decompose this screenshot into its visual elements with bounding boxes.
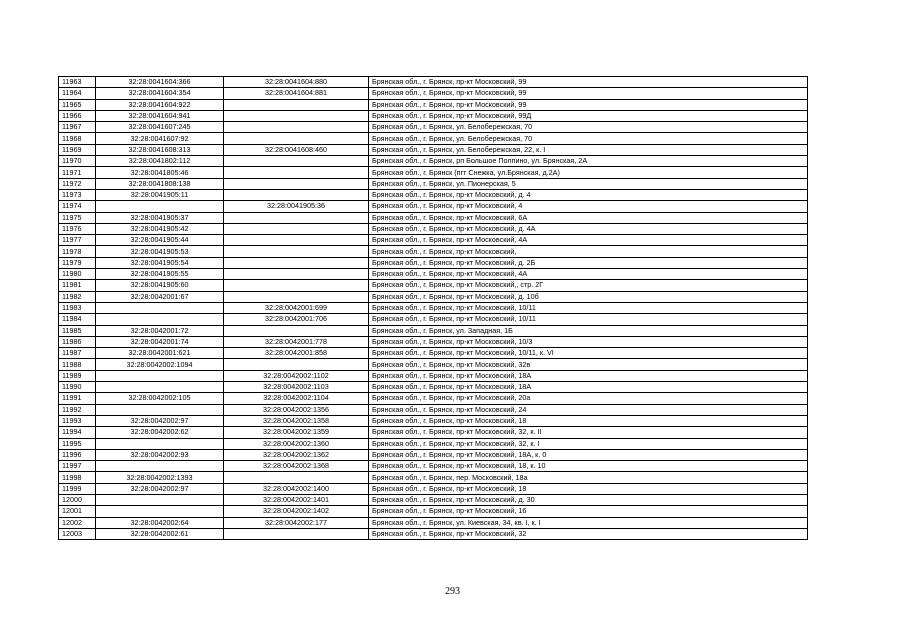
linked-cadastral-number-cell bbox=[224, 110, 369, 121]
cadastral-number-cell: 32:28:0041905:11 bbox=[96, 189, 224, 200]
linked-cadastral-number-cell bbox=[224, 269, 369, 280]
address-cell: Брянская обл., г. Брянск, пр-кт Московский, д. 10б bbox=[369, 291, 808, 302]
cadastral-number-cell: 32:28:0041905:53 bbox=[96, 246, 224, 257]
address-cell: Брянская обл., г. Брянск, пр-кт Московский, 18 bbox=[369, 483, 808, 494]
row-number-cell: 11972 bbox=[59, 178, 96, 189]
row-number-cell: 11974 bbox=[59, 201, 96, 212]
row-number-cell: 11991 bbox=[59, 393, 96, 404]
address-cell: Брянская обл., г. Брянск, пр-кт Московский, 10/11, к. VI bbox=[369, 348, 808, 359]
linked-cadastral-number-cell: 32:28:0041604:880 bbox=[224, 77, 369, 88]
cadastral-number-cell: 32:28:0041608:313 bbox=[96, 144, 224, 155]
linked-cadastral-number-cell: 32:28:0041604:881 bbox=[224, 88, 369, 99]
table-row bbox=[59, 302, 808, 313]
address-cell: Брянская обл., г. Брянск, пр-кт Московский, 99 bbox=[369, 88, 808, 99]
linked-cadastral-number-cell bbox=[224, 246, 369, 257]
row-number-cell: 11983 bbox=[59, 302, 96, 313]
row-number-cell: 11993 bbox=[59, 415, 96, 426]
table-row bbox=[59, 269, 808, 280]
linked-cadastral-number-cell: 32:28:0042002:1104 bbox=[224, 393, 369, 404]
cadastral-number-cell: 32:28:0041905:44 bbox=[96, 235, 224, 246]
cadastral-number-cell: 32:28:0042002:93 bbox=[96, 449, 224, 460]
linked-cadastral-number-cell bbox=[224, 99, 369, 110]
table-row bbox=[59, 336, 808, 347]
table-row bbox=[59, 438, 808, 449]
address-cell: Брянская обл., г. Брянск, рп Большое Полпино, ул. Брянская, 2А bbox=[369, 156, 808, 167]
cadastral-number-cell: 32:28:0042001:621 bbox=[96, 348, 224, 359]
row-number-cell: 11963 bbox=[59, 77, 96, 88]
row-number-cell: 11985 bbox=[59, 325, 96, 336]
address-cell: Брянская обл., г. Брянск, пр-кт Московский, 18, к. 10 bbox=[369, 461, 808, 472]
address-cell: Брянская обл., г. Брянск, ул. Белобережская, 22, к. I bbox=[369, 144, 808, 155]
address-cell: Брянская обл., г. Брянск, пр-кт Московский, д. 4 bbox=[369, 189, 808, 200]
table-row bbox=[59, 235, 808, 246]
cadastral-number-cell: 32:28:0041604:941 bbox=[96, 110, 224, 121]
linked-cadastral-number-cell: 32:28:0041608:460 bbox=[224, 144, 369, 155]
linked-cadastral-number-cell: 32:28:0042002:1368 bbox=[224, 461, 369, 472]
cadastral-number-cell bbox=[96, 201, 224, 212]
cadastral-number-cell: 32:28:0042002:1393 bbox=[96, 472, 224, 483]
linked-cadastral-number-cell: 32:28:0042002:1359 bbox=[224, 427, 369, 438]
cadastral-number-cell bbox=[96, 461, 224, 472]
cadastral-number-cell: 32:28:0042001:67 bbox=[96, 291, 224, 302]
table-row bbox=[59, 223, 808, 234]
table-row bbox=[59, 189, 808, 200]
table-row bbox=[59, 201, 808, 212]
linked-cadastral-number-cell bbox=[224, 156, 369, 167]
address-cell: Брянская обл., г. Брянск, пр-кт Московский, 4 bbox=[369, 201, 808, 212]
address-cell: Брянская обл., г. Брянск, пр-кт Московский, д. 4А bbox=[369, 223, 808, 234]
table-row bbox=[59, 370, 808, 381]
row-number-cell: 11967 bbox=[59, 122, 96, 133]
address-cell: Брянская обл., г. Брянск, ул. Белобережская, 70 bbox=[369, 122, 808, 133]
table-row bbox=[59, 449, 808, 460]
row-number-cell: 11982 bbox=[59, 291, 96, 302]
linked-cadastral-number-cell bbox=[224, 472, 369, 483]
cadastral-number-cell bbox=[96, 438, 224, 449]
linked-cadastral-number-cell: 32:28:0042002:1358 bbox=[224, 415, 369, 426]
linked-cadastral-number-cell: 32:28:0042001:706 bbox=[224, 314, 369, 325]
table-row bbox=[59, 506, 808, 517]
table-row bbox=[59, 393, 808, 404]
linked-cadastral-number-cell bbox=[224, 528, 369, 539]
row-number-cell: 11968 bbox=[59, 133, 96, 144]
table-row bbox=[59, 257, 808, 268]
row-number-cell: 11989 bbox=[59, 370, 96, 381]
linked-cadastral-number-cell: 32:28:0042002:177 bbox=[224, 517, 369, 528]
cadastral-number-cell bbox=[96, 494, 224, 505]
cadastral-number-cell: 32:28:0042001:72 bbox=[96, 325, 224, 336]
cadastral-number-cell: 32:28:0041905:37 bbox=[96, 212, 224, 223]
linked-cadastral-number-cell: 32:28:0042001:778 bbox=[224, 336, 369, 347]
cadastral-number-cell bbox=[96, 314, 224, 325]
cadastral-number-cell: 32:28:0041604:922 bbox=[96, 99, 224, 110]
table-row bbox=[59, 122, 808, 133]
linked-cadastral-number-cell bbox=[224, 235, 369, 246]
cadastral-number-cell bbox=[96, 302, 224, 313]
table-row bbox=[59, 382, 808, 393]
address-cell: Брянская обл., г. Брянск, пр-кт Московский, 16 bbox=[369, 506, 808, 517]
row-number-cell: 11996 bbox=[59, 449, 96, 460]
cadastral-number-cell: 32:28:0041802:112 bbox=[96, 156, 224, 167]
table-row bbox=[59, 483, 808, 494]
address-cell: Брянская обл., г. Брянск, пр-кт Московский, 10/3 bbox=[369, 336, 808, 347]
table-row bbox=[59, 314, 808, 325]
cadastral-number-cell: 32:28:0041905:54 bbox=[96, 257, 224, 268]
row-number-cell: 11986 bbox=[59, 336, 96, 347]
table-row bbox=[59, 156, 808, 167]
cadastral-number-cell: 32:28:0042002:97 bbox=[96, 483, 224, 494]
registry-table bbox=[58, 76, 808, 540]
table-row bbox=[59, 280, 808, 291]
cadastral-number-cell bbox=[96, 404, 224, 415]
table-row bbox=[59, 517, 808, 528]
row-number-cell: 11987 bbox=[59, 348, 96, 359]
cadastral-number-cell: 32:28:0041607:245 bbox=[96, 122, 224, 133]
row-number-cell: 11980 bbox=[59, 269, 96, 280]
row-number-cell: 11978 bbox=[59, 246, 96, 257]
table-row bbox=[59, 528, 808, 539]
cadastral-number-cell: 32:28:0041808:138 bbox=[96, 178, 224, 189]
cadastral-number-cell: 32:28:0042001:74 bbox=[96, 336, 224, 347]
row-number-cell: 11969 bbox=[59, 144, 96, 155]
address-cell: Брянская обл., г. Брянск, пр-кт Московский, 99Д bbox=[369, 110, 808, 121]
row-number-cell: 11999 bbox=[59, 483, 96, 494]
row-number-cell: 11965 bbox=[59, 99, 96, 110]
address-cell: Брянская обл., г. Брянск, пр-кт Московский, 32в bbox=[369, 359, 808, 370]
address-cell: Брянская обл., г. Брянск, пр-кт Московский, 18А bbox=[369, 382, 808, 393]
row-number-cell: 12001 bbox=[59, 506, 96, 517]
cadastral-number-cell: 32:28:0041905:55 bbox=[96, 269, 224, 280]
cadastral-number-cell: 32:28:0041905:42 bbox=[96, 223, 224, 234]
cadastral-number-cell: 32:28:0042002:97 bbox=[96, 415, 224, 426]
row-number-cell: 11981 bbox=[59, 280, 96, 291]
cadastral-number-cell: 32:28:0042002:1094 bbox=[96, 359, 224, 370]
linked-cadastral-number-cell: 32:28:0041905:36 bbox=[224, 201, 369, 212]
address-cell: Брянская обл., г. Брянск, пр-кт Московский, 99 bbox=[369, 99, 808, 110]
cadastral-number-cell: 32:28:0042002:64 bbox=[96, 517, 224, 528]
address-cell: Брянская обл., г. Брянск, ул. Киевская, 34, кв. I, к. I bbox=[369, 517, 808, 528]
linked-cadastral-number-cell: 32:28:0042002:1402 bbox=[224, 506, 369, 517]
cadastral-number-cell: 32:28:0041604:354 bbox=[96, 88, 224, 99]
table-row bbox=[59, 144, 808, 155]
row-number-cell: 11964 bbox=[59, 88, 96, 99]
linked-cadastral-number-cell: 32:28:0042002:1103 bbox=[224, 382, 369, 393]
address-cell: Брянская обл., г. Брянск, пр-кт Московский, 99 bbox=[369, 77, 808, 88]
row-number-cell: 11975 bbox=[59, 212, 96, 223]
table-row bbox=[59, 291, 808, 302]
row-number-cell: 11976 bbox=[59, 223, 96, 234]
address-cell: Брянская обл., г. Брянск, пр-кт Московский, 20а bbox=[369, 393, 808, 404]
cadastral-number-cell: 32:28:0041607:92 bbox=[96, 133, 224, 144]
table-row bbox=[59, 415, 808, 426]
address-cell: Брянская обл., г. Брянск, пр-кт Московский, 24 bbox=[369, 404, 808, 415]
linked-cadastral-number-cell: 32:28:0042002:1360 bbox=[224, 438, 369, 449]
table-row bbox=[59, 99, 808, 110]
linked-cadastral-number-cell bbox=[224, 178, 369, 189]
row-number-cell: 11988 bbox=[59, 359, 96, 370]
row-number-cell: 11971 bbox=[59, 167, 96, 178]
table-row bbox=[59, 359, 808, 370]
linked-cadastral-number-cell bbox=[224, 280, 369, 291]
address-cell: Брянская обл., г. Брянск, пер. Московский, 18а bbox=[369, 472, 808, 483]
table-row bbox=[59, 77, 808, 88]
cadastral-number-cell: 32:28:0042002:62 bbox=[96, 427, 224, 438]
table-row bbox=[59, 178, 808, 189]
linked-cadastral-number-cell: 32:28:0042002:1356 bbox=[224, 404, 369, 415]
linked-cadastral-number-cell: 32:28:0042001:699 bbox=[224, 302, 369, 313]
address-cell: Брянская обл., г. Брянск, пр-кт Московский, 4А bbox=[369, 269, 808, 280]
address-cell: Брянская обл., г. Брянск, пр-кт Московский, 18А, к. 0 bbox=[369, 449, 808, 460]
address-cell: Брянская обл., г. Брянск, ул. Пионерская, 5 bbox=[369, 178, 808, 189]
cadastral-number-cell: 32:28:0041604:366 bbox=[96, 77, 224, 88]
row-number-cell: 11995 bbox=[59, 438, 96, 449]
linked-cadastral-number-cell: 32:28:0042001:858 bbox=[224, 348, 369, 359]
cadastral-number-cell bbox=[96, 382, 224, 393]
table-row bbox=[59, 325, 808, 336]
address-cell: Брянская обл., г. Брянск, пр-кт Московский, 4А bbox=[369, 235, 808, 246]
table-row bbox=[59, 472, 808, 483]
address-cell: Брянская обл., г. Брянск, пр-кт Московский, 32 bbox=[369, 528, 808, 539]
linked-cadastral-number-cell bbox=[224, 291, 369, 302]
row-number-cell: 11997 bbox=[59, 461, 96, 472]
linked-cadastral-number-cell bbox=[224, 359, 369, 370]
row-number-cell: 12003 bbox=[59, 528, 96, 539]
address-cell: Брянская обл., г. Брянск, пр-кт Московский,, стр. 2Г bbox=[369, 280, 808, 291]
linked-cadastral-number-cell bbox=[224, 167, 369, 178]
row-number-cell: 11984 bbox=[59, 314, 96, 325]
cadastral-number-cell bbox=[96, 370, 224, 381]
cadastral-number-cell bbox=[96, 506, 224, 517]
address-cell: Брянская обл., г. Брянск, пр-кт Московский, 10/11 bbox=[369, 302, 808, 313]
registry-table-body bbox=[59, 77, 808, 540]
cadastral-number-cell: 32:28:0041905:60 bbox=[96, 280, 224, 291]
linked-cadastral-number-cell bbox=[224, 122, 369, 133]
cadastral-number-cell: 32:28:0041805:46 bbox=[96, 167, 224, 178]
row-number-cell: 11977 bbox=[59, 235, 96, 246]
address-cell: Брянская обл., г. Брянск, пр-кт Московский, д. 2Б bbox=[369, 257, 808, 268]
linked-cadastral-number-cell bbox=[224, 223, 369, 234]
cadastral-number-cell: 32:28:0042002:105 bbox=[96, 393, 224, 404]
address-cell: Брянская обл., г. Брянск, пр-кт Московский, 18А bbox=[369, 370, 808, 381]
table-row bbox=[59, 427, 808, 438]
address-cell: Брянская обл., г. Брянск, ул. Западная, 1Б bbox=[369, 325, 808, 336]
address-cell: Брянская обл., г. Брянск, пр-кт Московский, bbox=[369, 246, 808, 257]
address-cell: Брянская обл., г. Брянск, пр-кт Московский, 32, к. II bbox=[369, 427, 808, 438]
address-cell: Брянская обл., г. Брянск, ул. Белобережская, 70 bbox=[369, 133, 808, 144]
cadastral-number-cell: 32:28:0042002:61 bbox=[96, 528, 224, 539]
address-cell: Брянская обл., г. Брянск, пр-кт Московский, 18 bbox=[369, 415, 808, 426]
table-row bbox=[59, 404, 808, 415]
row-number-cell: 11992 bbox=[59, 404, 96, 415]
table-row bbox=[59, 348, 808, 359]
linked-cadastral-number-cell: 32:28:0042002:1401 bbox=[224, 494, 369, 505]
table-row bbox=[59, 88, 808, 99]
table-row bbox=[59, 212, 808, 223]
table-row bbox=[59, 461, 808, 472]
table-row bbox=[59, 494, 808, 505]
linked-cadastral-number-cell: 32:28:0042002:1362 bbox=[224, 449, 369, 460]
table-row bbox=[59, 110, 808, 121]
linked-cadastral-number-cell bbox=[224, 189, 369, 200]
linked-cadastral-number-cell: 32:28:0042002:1400 bbox=[224, 483, 369, 494]
address-cell: Брянская обл., г. Брянск, пр-кт Московский, 6А bbox=[369, 212, 808, 223]
row-number-cell: 11973 bbox=[59, 189, 96, 200]
address-cell: Брянская обл., г. Брянск, пр-кт Московский, 32, к. I bbox=[369, 438, 808, 449]
row-number-cell: 12002 bbox=[59, 517, 96, 528]
row-number-cell: 11979 bbox=[59, 257, 96, 268]
table-row bbox=[59, 246, 808, 257]
linked-cadastral-number-cell bbox=[224, 257, 369, 268]
row-number-cell: 11966 bbox=[59, 110, 96, 121]
table-row bbox=[59, 133, 808, 144]
linked-cadastral-number-cell bbox=[224, 133, 369, 144]
row-number-cell: 12000 bbox=[59, 494, 96, 505]
address-cell: Брянская обл., г. Брянск, пр-кт Московский, д. 30 bbox=[369, 494, 808, 505]
address-cell: Брянская обл., г. Брянск (пгт Снежка, ул.Брянская, д.2А) bbox=[369, 167, 808, 178]
linked-cadastral-number-cell bbox=[224, 212, 369, 223]
page-number: 293 bbox=[445, 586, 460, 597]
linked-cadastral-number-cell: 32:28:0042002:1102 bbox=[224, 370, 369, 381]
table-row bbox=[59, 167, 808, 178]
row-number-cell: 11994 bbox=[59, 427, 96, 438]
row-number-cell: 11998 bbox=[59, 472, 96, 483]
address-cell: Брянская обл., г. Брянск, пр-кт Московский, 10/11 bbox=[369, 314, 808, 325]
linked-cadastral-number-cell bbox=[224, 325, 369, 336]
row-number-cell: 11970 bbox=[59, 156, 96, 167]
row-number-cell: 11990 bbox=[59, 382, 96, 393]
